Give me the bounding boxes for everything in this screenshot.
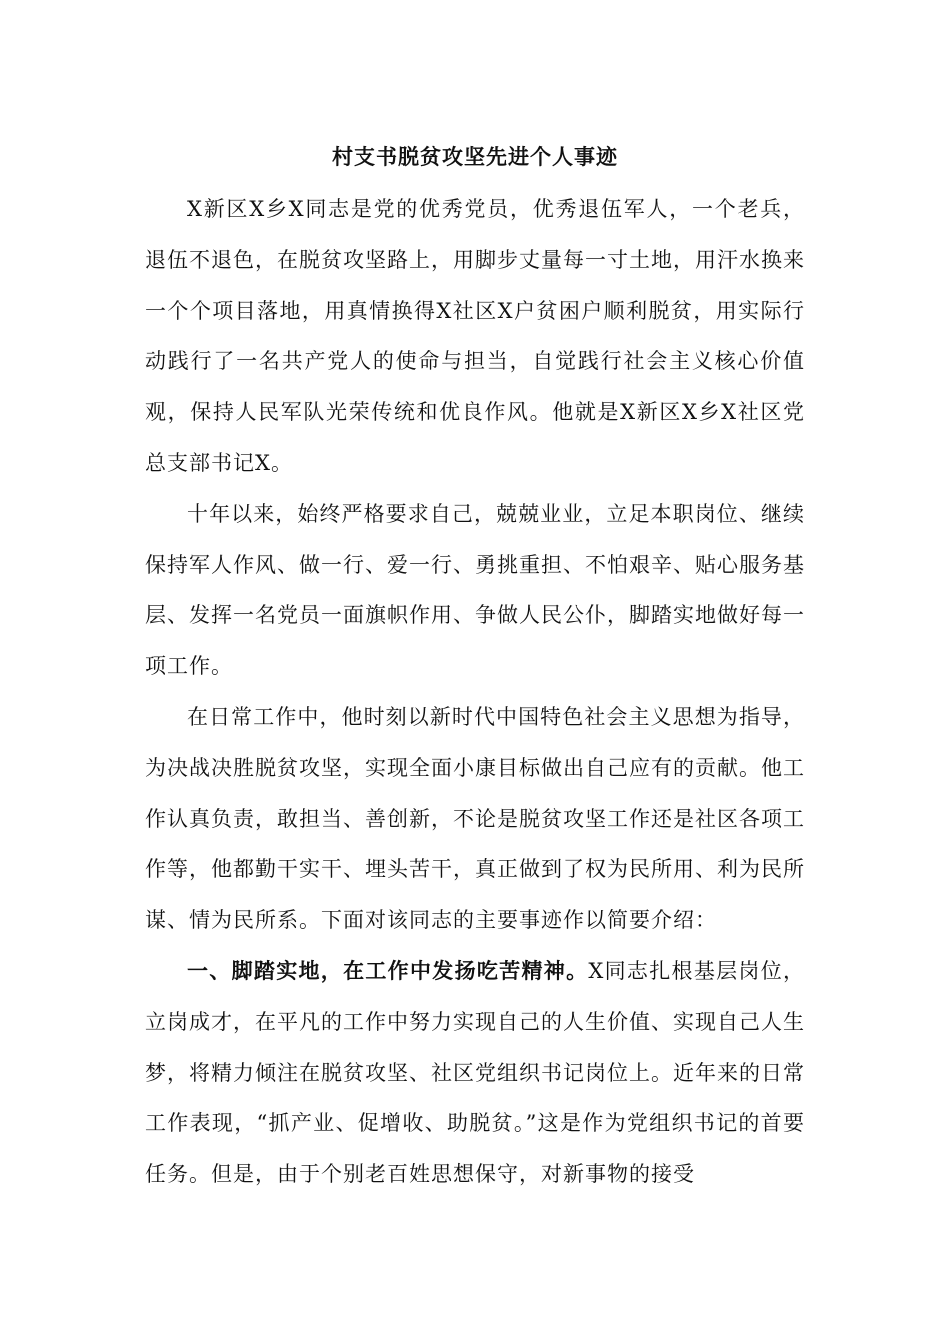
paragraph-3-text: 在日常工作中，他时刻以新时代中国特色社会主义思想为指导，为决战决胜脱贫攻坚，实现全面小康目标做出自己应有的贡献。他工作认真负责，敢担当、善创新，不论是脱贫攻坚工作还是社区各项工作等，他都勤干实干、埋头苦干，真正做到了权为民所用、利为民所谋、情为民所系。下面对该同志的主要事迹作以简要介绍： (145, 704, 805, 933)
paragraph-4-text: X同志扎根基层岗位，立岗成才，在平凡的工作中努力实现自己的人生价值、实现自己人生梦，将精力倾注在脱贫攻坚、社区党组织书记岗位上。近年来的日常工作表现，“抓产业、促增收、助脱贫。”这是作为党组织书记的首要任务。但是，由于个别老百姓思想保守，对新事物的接受 (145, 958, 806, 1187)
paragraph-3 (145, 692, 805, 946)
document-title: 村支书脱贫攻坚先进个人事迹 (332, 144, 618, 169)
paragraph-4 (145, 946, 805, 1200)
paragraph-2-text: 十年以来，始终严格要求自己，兢兢业业，立足本职岗位、继续保持军人作风、做一行、爱一行、勇挑重担、不怕艰辛、贴心服务基层、发挥一名党员一面旗帜作用、争做人民公仆，脚踏实地做好每一项工作。 (145, 501, 805, 679)
document-body (145, 184, 805, 1200)
section-heading: 一、脚踏实地，在工作中发扬吃苦精神。 (187, 957, 589, 983)
paragraph-2 (145, 489, 805, 692)
paragraph-1-text: X新区X乡X同志是党的优秀党员，优秀退伍军人，一个老兵，退伍不退色，在脱贫攻坚路上，用脚步丈量每一寸土地，用汗水换来一个个项目落地，用真情换得X社区X户贫困户顺利脱贫，用实际行动践行了一名共产党人的使命与担当，自觉践行社会主义核心价值观，保持人民军队光荣传统和优良作风。他就是X新区X乡X社区党总支部书记X。 (145, 197, 805, 475)
paragraph-1 (145, 184, 805, 489)
